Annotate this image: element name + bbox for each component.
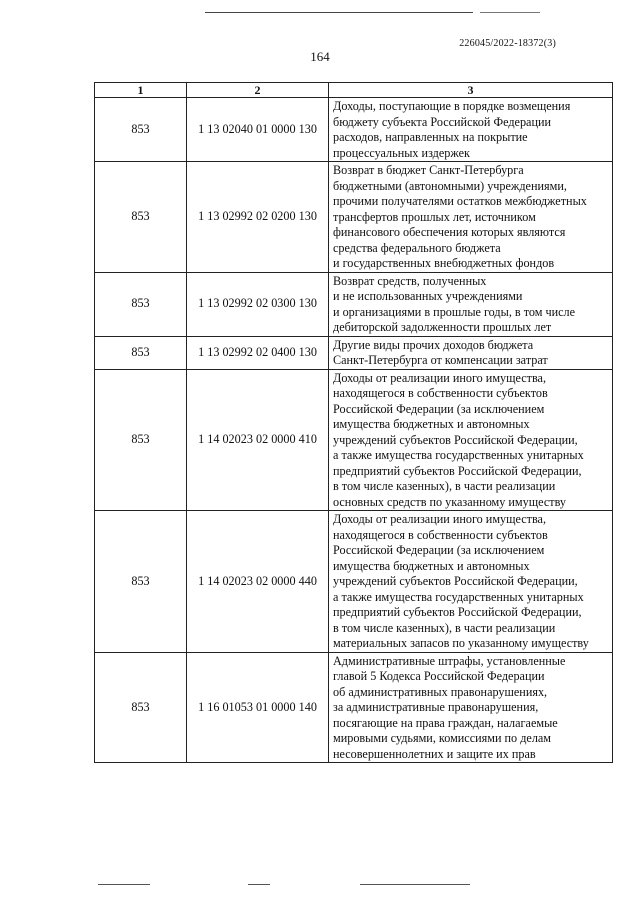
table-header-row (95, 83, 613, 98)
description-cell (329, 272, 613, 336)
description-line: Возврат средств, полученных (333, 273, 487, 288)
description-line: Российской Федерации (за исключением (333, 401, 545, 416)
description-line: главой 5 Кодекса Российской Федерации (333, 669, 545, 683)
description-line: финансового обеспечения которых являются (333, 225, 566, 239)
top-rule (205, 12, 473, 13)
revenue-code-cell: 1 13 02992 02 0400 130 (187, 336, 329, 369)
description-line: за административные правонарушения, (333, 700, 539, 714)
description-line: дебиторской задолженности прошлых лет (333, 320, 552, 334)
administrator-code-cell: 853 (95, 272, 187, 336)
description-line: Российской Федерации (за исключением (333, 543, 545, 557)
description-cell (329, 652, 613, 763)
administrator-code-cell: 853 (95, 162, 187, 273)
description-line: Административные штрафы, установленные (333, 653, 566, 668)
description-line: бюджету субъекта Российской Федерации (333, 114, 552, 129)
revenue-code-cell: 1 14 02023 02 0000 440 (187, 511, 329, 653)
description-line: имущества бюджетных и автономных (333, 558, 530, 573)
revenue-code-cell: 1 13 02992 02 0200 130 (187, 162, 329, 273)
top-rule-short (480, 12, 540, 13)
description-line: Доходы от реализации иного имущества, (333, 512, 547, 526)
administrator-code-cell: 853 (95, 511, 187, 653)
description-line: бюджетными (автономными) учреждениями, (333, 178, 567, 193)
description-line: Доходы, поступающие в порядке возмещения (333, 99, 571, 113)
description-line: предприятий субъектов Российской Федерации, (333, 605, 582, 619)
description-line: прочими получателями остатков межбюджетных (333, 194, 587, 208)
budget-codes-table (94, 82, 613, 763)
description-line: а также имущества государственных унитарных (333, 589, 584, 604)
description-line: средства федерального бюджета (333, 240, 501, 255)
header-col-3: 3 (329, 83, 613, 98)
description-cell (329, 98, 613, 162)
description-line: учреждений субъектов Российской Федерации, (333, 432, 578, 447)
description-line: Возврат в бюджет Санкт-Петербурга (333, 163, 524, 177)
description-line: в том числе казенных), в части реализации (333, 620, 556, 635)
description-line: и государственных внебюджетных фондов (333, 256, 555, 270)
document-number: 226045/2022-18372(3) (459, 38, 556, 49)
description-cell (329, 162, 613, 273)
table-row (95, 511, 613, 653)
description-line: Санкт-Петербурга от компенсации затрат (333, 353, 548, 367)
revenue-code-cell: 1 13 02040 01 0000 130 (187, 98, 329, 162)
description-line: об административных правонарушениях, (333, 684, 548, 699)
revenue-code-cell: 1 14 02023 02 0000 410 (187, 369, 329, 511)
bottom-rule (248, 884, 270, 885)
table-row (95, 369, 613, 511)
administrator-code-cell: 853 (95, 98, 187, 162)
description-line: Доходы от реализации иного имущества, (333, 370, 547, 385)
header-col-2: 2 (187, 83, 329, 98)
description-cell (329, 511, 613, 653)
description-line: посягающие на права граждан, налагаемые (333, 715, 558, 730)
bottom-rule (98, 884, 150, 885)
administrator-code-cell: 853 (95, 652, 187, 763)
header-col-1: 1 (95, 83, 187, 98)
description-line: и организациями в прошлые годы, в том числе (333, 304, 576, 319)
page-number: 164 (310, 49, 330, 64)
table-row (95, 162, 613, 273)
description-cell (329, 336, 613, 369)
table-row (95, 336, 613, 369)
description-line: находящегося в собственности субъектов (333, 386, 548, 400)
description-line: в том числе казенных), в части реализации (333, 479, 556, 493)
description-line: предприятий субъектов Российской Федерации, (333, 463, 582, 478)
table-row (95, 98, 613, 162)
administrator-code-cell: 853 (95, 336, 187, 369)
description-line: материальных запасов по указанному имуществу (333, 636, 589, 650)
description-line: имущества бюджетных и автономных (333, 417, 530, 431)
description-line: а также имущества государственных унитарных (333, 448, 584, 462)
description-line: трансфертов прошлых лет, источником (333, 209, 536, 224)
description-cell (329, 369, 613, 511)
description-line: мировыми судьями, комиссиями по делам (333, 731, 552, 745)
table-body (95, 98, 613, 763)
description-line: несовершеннолетних и защите их прав (333, 746, 536, 761)
description-line: расходов, направленных на покрытие (333, 130, 528, 144)
description-line: находящегося в собственности субъектов (333, 527, 548, 542)
description-line: учреждений субъектов Российской Федерации, (333, 574, 578, 588)
administrator-code-cell: 853 (95, 369, 187, 511)
description-line: процессуальных издержек (333, 145, 470, 160)
description-line: и не использованных учреждениями (333, 289, 523, 303)
bottom-rule (360, 884, 470, 885)
revenue-code-cell: 1 16 01053 01 0000 140 (187, 652, 329, 763)
description-line: основных средств по указанному имуществу (333, 494, 566, 509)
revenue-code-cell: 1 13 02992 02 0300 130 (187, 272, 329, 336)
table-row (95, 272, 613, 336)
description-line: Другие виды прочих доходов бюджета (333, 337, 534, 352)
table-row (95, 652, 613, 763)
